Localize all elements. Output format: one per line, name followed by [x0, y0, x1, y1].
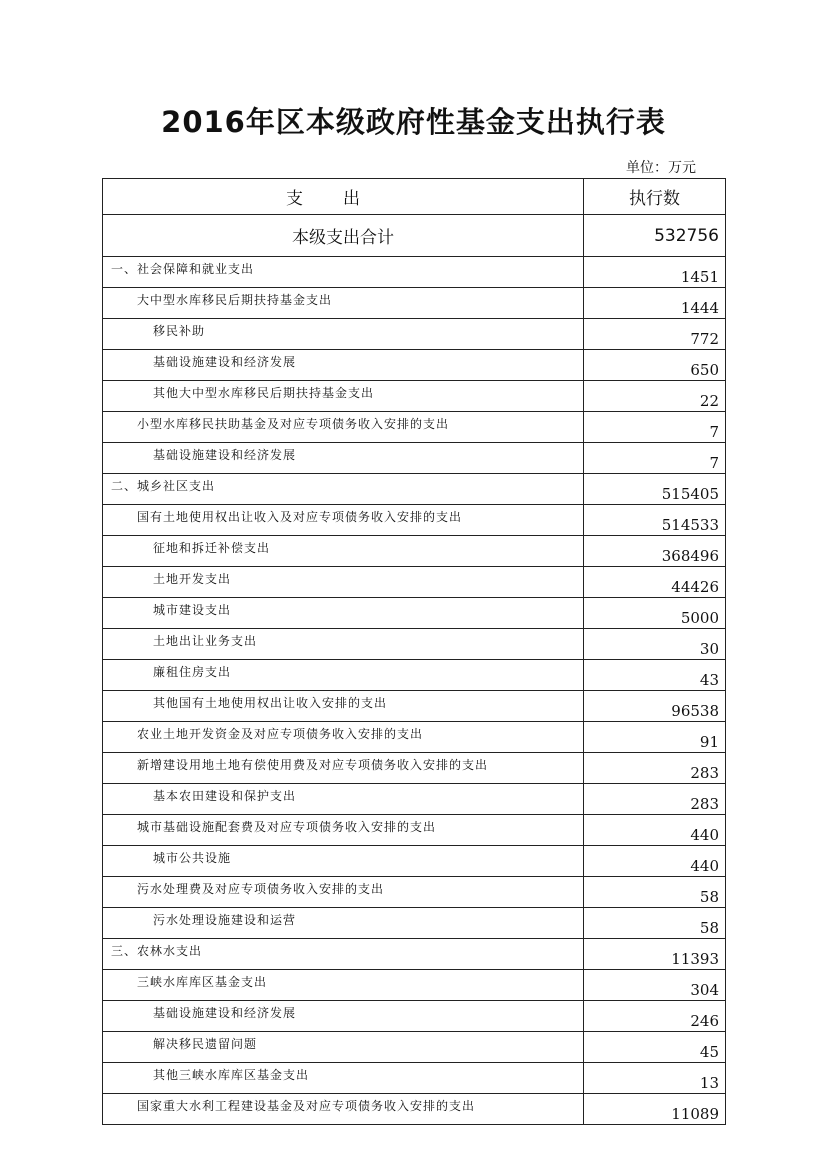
table-row — [103, 1032, 726, 1063]
table-row — [103, 1001, 726, 1032]
row-item-name: 土地出让业务支出 — [103, 629, 584, 660]
expenditure-table — [102, 178, 726, 1125]
row-item-value: 283 — [584, 753, 726, 784]
row-item-value: 45 — [584, 1032, 726, 1063]
table-row — [103, 536, 726, 567]
row-item-value: 11393 — [584, 939, 726, 970]
row-item-name: 三峡水库库区基金支出 — [103, 970, 584, 1001]
row-item-value: 13 — [584, 1063, 726, 1094]
row-item-value: 91 — [584, 722, 726, 753]
total-label: 本级支出合计 — [103, 215, 584, 257]
table-row — [103, 1094, 726, 1125]
row-item-name: 污水处理费及对应专项债务收入安排的支出 — [103, 877, 584, 908]
row-item-name: 其他国有土地使用权出让收入安排的支出 — [103, 691, 584, 722]
table-row — [103, 629, 726, 660]
table-row — [103, 319, 726, 350]
row-item-value: 514533 — [584, 505, 726, 536]
row-item-name: 新增建设用地土地有偿使用费及对应专项债务收入安排的支出 — [103, 753, 584, 784]
row-item-value: 515405 — [584, 474, 726, 505]
total-value: 532756 — [584, 215, 726, 257]
table-row — [103, 567, 726, 598]
row-item-value: 283 — [584, 784, 726, 815]
unit-label: 单位：万元 — [626, 160, 696, 176]
header-expenditure: 支出 — [103, 179, 584, 215]
row-item-name: 国家重大水利工程建设基金及对应专项债务收入安排的支出 — [103, 1094, 584, 1125]
row-item-value: 22 — [584, 381, 726, 412]
row-item-value: 5000 — [584, 598, 726, 629]
row-item-value: 58 — [584, 908, 726, 939]
row-item-name: 城市基础设施配套费及对应专项债务收入安排的支出 — [103, 815, 584, 846]
row-item-name: 其他三峡水库库区基金支出 — [103, 1063, 584, 1094]
table-row — [103, 505, 726, 536]
row-item-value: 772 — [584, 319, 726, 350]
total-row — [103, 215, 726, 257]
header-executed-amount: 执行数 — [584, 179, 726, 215]
row-item-name: 土地开发支出 — [103, 567, 584, 598]
table-row — [103, 939, 726, 970]
row-item-value: 368496 — [584, 536, 726, 567]
table-row — [103, 722, 726, 753]
row-item-name: 城市建设支出 — [103, 598, 584, 629]
row-item-value: 44426 — [584, 567, 726, 598]
row-item-name: 基本农田建设和保护支出 — [103, 784, 584, 815]
table-row — [103, 753, 726, 784]
row-item-value: 58 — [584, 877, 726, 908]
row-item-value: 7 — [584, 443, 726, 474]
table-row — [103, 908, 726, 939]
row-item-value: 96538 — [584, 691, 726, 722]
row-item-value: 304 — [584, 970, 726, 1001]
row-item-value: 11089 — [584, 1094, 726, 1125]
row-item-name: 大中型水库移民后期扶持基金支出 — [103, 288, 584, 319]
table-row — [103, 350, 726, 381]
row-item-value: 440 — [584, 815, 726, 846]
table-row — [103, 660, 726, 691]
row-item-name: 小型水库移民扶助基金及对应专项债务收入安排的支出 — [103, 412, 584, 443]
row-item-name: 移民补助 — [103, 319, 584, 350]
row-item-name: 廉租住房支出 — [103, 660, 584, 691]
table-header-row — [103, 179, 726, 215]
row-item-value: 440 — [584, 846, 726, 877]
table-row — [103, 1063, 726, 1094]
row-item-name: 农业土地开发资金及对应专项债务收入安排的支出 — [103, 722, 584, 753]
table-row — [103, 598, 726, 629]
page-title: 2016年区本级政府性基金支出执行表 — [161, 105, 666, 139]
row-item-value: 246 — [584, 1001, 726, 1032]
row-item-value: 650 — [584, 350, 726, 381]
row-item-value: 30 — [584, 629, 726, 660]
row-item-name: 基础设施建设和经济发展 — [103, 1001, 584, 1032]
table-row — [103, 288, 726, 319]
table-row — [103, 474, 726, 505]
row-item-value: 43 — [584, 660, 726, 691]
row-item-name: 解决移民遗留问题 — [103, 1032, 584, 1063]
row-item-name: 国有土地使用权出让收入及对应专项债务收入安排的支出 — [103, 505, 584, 536]
row-item-name: 二、城乡社区支出 — [103, 474, 584, 505]
table-row — [103, 784, 726, 815]
table-row — [103, 443, 726, 474]
table-row — [103, 815, 726, 846]
row-item-name: 一、社会保障和就业支出 — [103, 257, 584, 288]
table-row — [103, 846, 726, 877]
row-item-name: 三、农林水支出 — [103, 939, 584, 970]
table-row — [103, 877, 726, 908]
row-item-name: 城市公共设施 — [103, 846, 584, 877]
table-row — [103, 257, 726, 288]
row-item-name: 污水处理设施建设和运营 — [103, 908, 584, 939]
row-item-value: 1444 — [584, 288, 726, 319]
row-item-name: 其他大中型水库移民后期扶持基金支出 — [103, 381, 584, 412]
row-item-value: 1451 — [584, 257, 726, 288]
row-item-value: 7 — [584, 412, 726, 443]
table-row — [103, 381, 726, 412]
row-item-name: 基础设施建设和经济发展 — [103, 350, 584, 381]
row-item-name: 征地和拆迁补偿支出 — [103, 536, 584, 567]
table-row — [103, 691, 726, 722]
table-row — [103, 970, 726, 1001]
table-row — [103, 412, 726, 443]
row-item-name: 基础设施建设和经济发展 — [103, 443, 584, 474]
